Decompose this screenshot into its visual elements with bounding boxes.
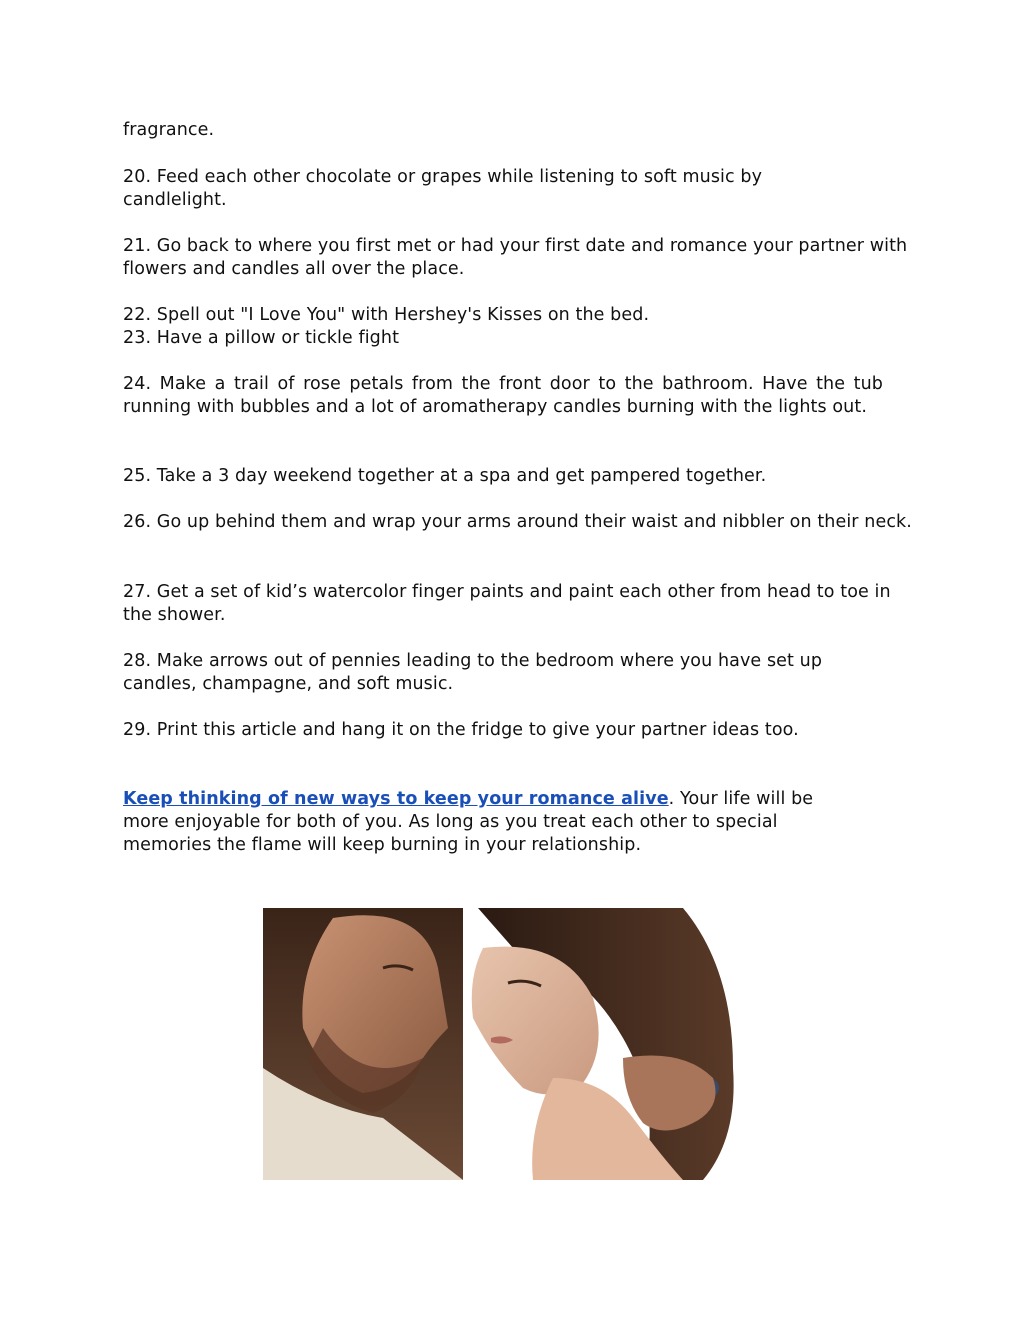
paragraph-fragrance: fragrance. xyxy=(123,120,215,140)
list-item-26: 26. Go up behind them and wrap your arms around their waist and nibbler on their neck. xyxy=(123,512,912,532)
list-item-22: 22. Spell out "I Love You" with Hershey's Kisses on the bed. xyxy=(123,305,650,325)
list-item-20: 20. Feed each other chocolate or grapes while listening to soft music by candlelight. xyxy=(123,167,763,210)
closing-paragraph xyxy=(123,788,863,857)
list-item-23: 23. Have a pillow or tickle fight xyxy=(123,328,400,348)
list-item-27: 27. Get a set of kid’s watercolor finger paints and paint each other from head to toe in the shower. xyxy=(123,582,891,625)
list-item-25: 25. Take a 3 day weekend together at a spa and get pampered together. xyxy=(123,466,767,486)
list-item-29: 29. Print this article and hang it on the fridge to give your partner ideas too. xyxy=(123,720,799,740)
list-item-24: 24. Make a trail of rose petals from the front door to the bathroom. Have the tub running with bubbles and a lot of aromatherapy candles burning with the lights out. xyxy=(123,374,883,417)
list-item-21: 21. Go back to where you first met or had your first date and romance your partner with flowers and candles all over the place. xyxy=(123,236,908,279)
romance-link[interactable]: Keep thinking of new ways to keep your romance alive xyxy=(123,789,669,809)
couple-photo xyxy=(263,908,749,1180)
closing-text: . Your life will be more enjoyable for both of you. As long as you treat each other to special memories the flame will keep burning in your relationship. xyxy=(123,789,814,855)
list-item-28: 28. Make arrows out of pennies leading to the bedroom where you have set up candles, champagne, and soft music. xyxy=(123,651,823,694)
